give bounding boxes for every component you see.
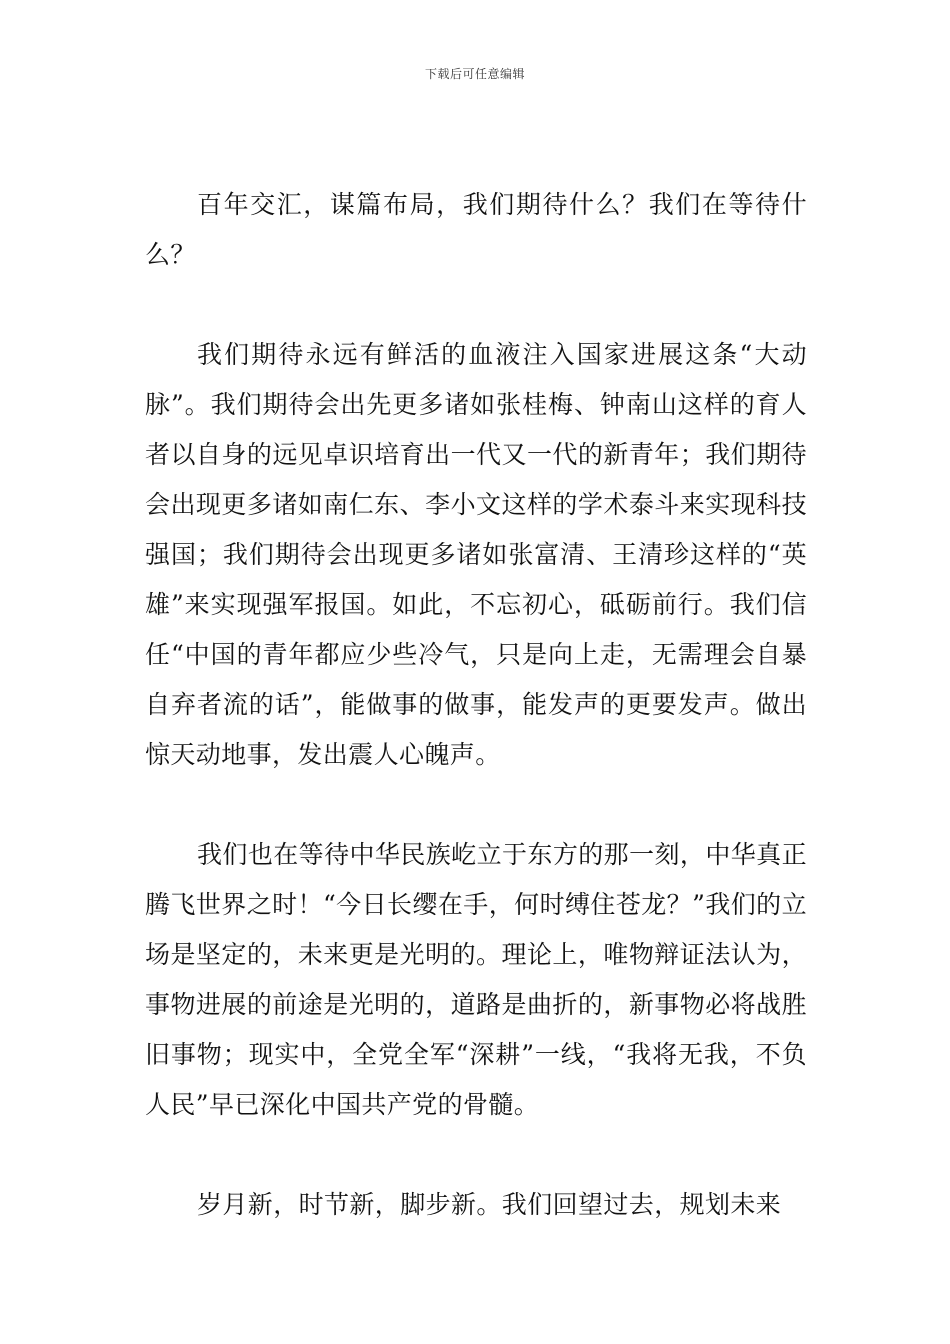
paragraph-1: 百年交汇，谋篇布局，我们期待什么？我们在等待什么？ [145,190,807,269]
paragraph-2: 我们期待永远有鲜活的血液注入国家进展这条“大动脉”。我们期待会出先更多诸如张桂梅、钟南山这样的育人者以自身的远见卓识培育出一代又一代的新青年；我们期待会出现更多诸如南仁东、李小文这样的学术泰斗来实现科技强国；我们期待会出现更多诸如张富清、王清珍这样的“英雄”来实现强军报国。如此，不忘初心，砥砺前行。我们信任“中国的青年都应少些冷气，只是向上走，无需理会自暴自弃者流的话”，能做事的做事，能发声的更要发声。做出惊天动地事，发出震人心魄声。 [145,340,807,769]
document-body [145,180,807,1280]
paragraph-3: 我们也在等待中华民族屹立于东方的那一刻，中华真正腾飞世界之时！“今日长缨在手，何时缚住苍龙？”我们的立场是坚定的，未来更是光明的。理论上，唯物辩证法认为，事物进展的前途是光明的，道路是曲折的，新事物必将战胜旧事物；现实中，全党全军“深耕”一线，“我将无我，不负人民”早已深化中国共产党的骨髓。 [145,840,807,1119]
header-note: 下载后可任意编辑 [424,67,525,81]
paragraph-4: 岁月新，时节新，脚步新。我们回望过去，规划未来 [197,1190,782,1219]
